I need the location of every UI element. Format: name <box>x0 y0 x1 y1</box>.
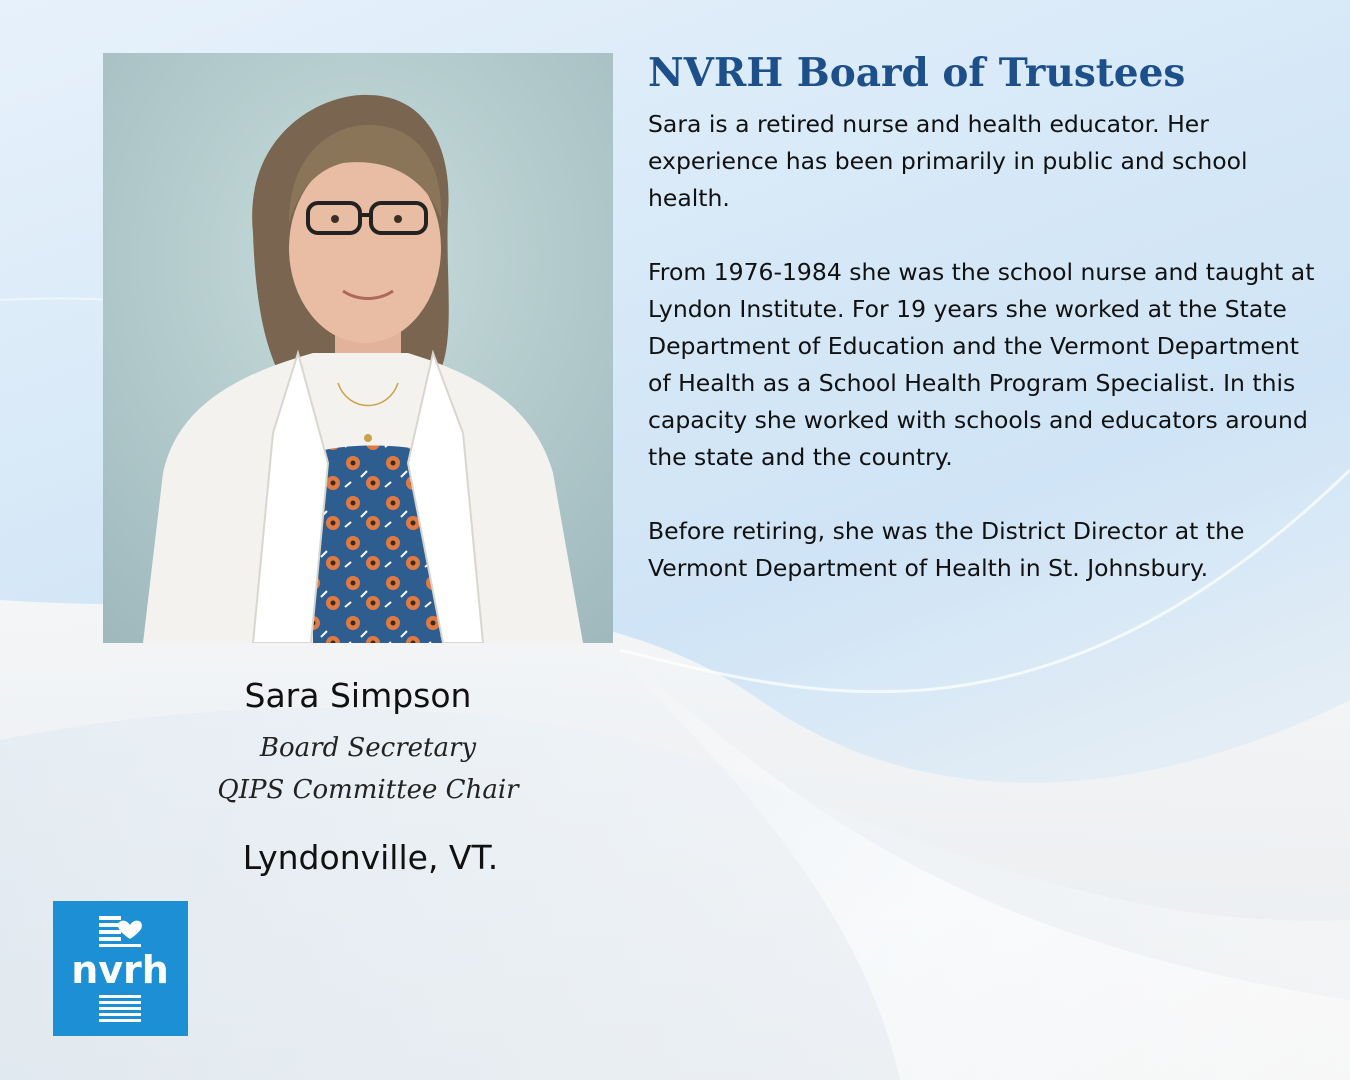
page-title: NVRH Board of Trustees <box>648 50 1186 96</box>
logo-text: nvrh <box>71 948 169 992</box>
bio-paragraph: Sara is a retired nurse and health educator. Her experience has been primarily in public and school health. <box>648 110 1248 212</box>
bio-paragraph: From 1976-1984 she was the school nurse and taught at Lyndon Institute. For 19 years she worked at the State Department of Education and the Vermont Department of Health as a School Health Program Specialist. In this capacity she worked with schools and educators around the state and the country. <box>648 258 1315 471</box>
nvrh-cross-heart-logo-icon <box>53 901 188 1036</box>
person-name: Sara Simpson <box>244 676 472 715</box>
portrait-photo <box>103 53 613 643</box>
person-location: Lyndonville, VT. <box>242 838 499 877</box>
bio-paragraph: Before retiring, she was the District Director at the Vermont Department of Health in St. Johnsbury. <box>648 517 1245 582</box>
biography <box>648 106 1328 624</box>
nvrh-logo <box>53 901 188 1036</box>
person-role: QIPS Committee Chair <box>217 775 519 805</box>
person-role: Board Secretary <box>259 733 477 763</box>
